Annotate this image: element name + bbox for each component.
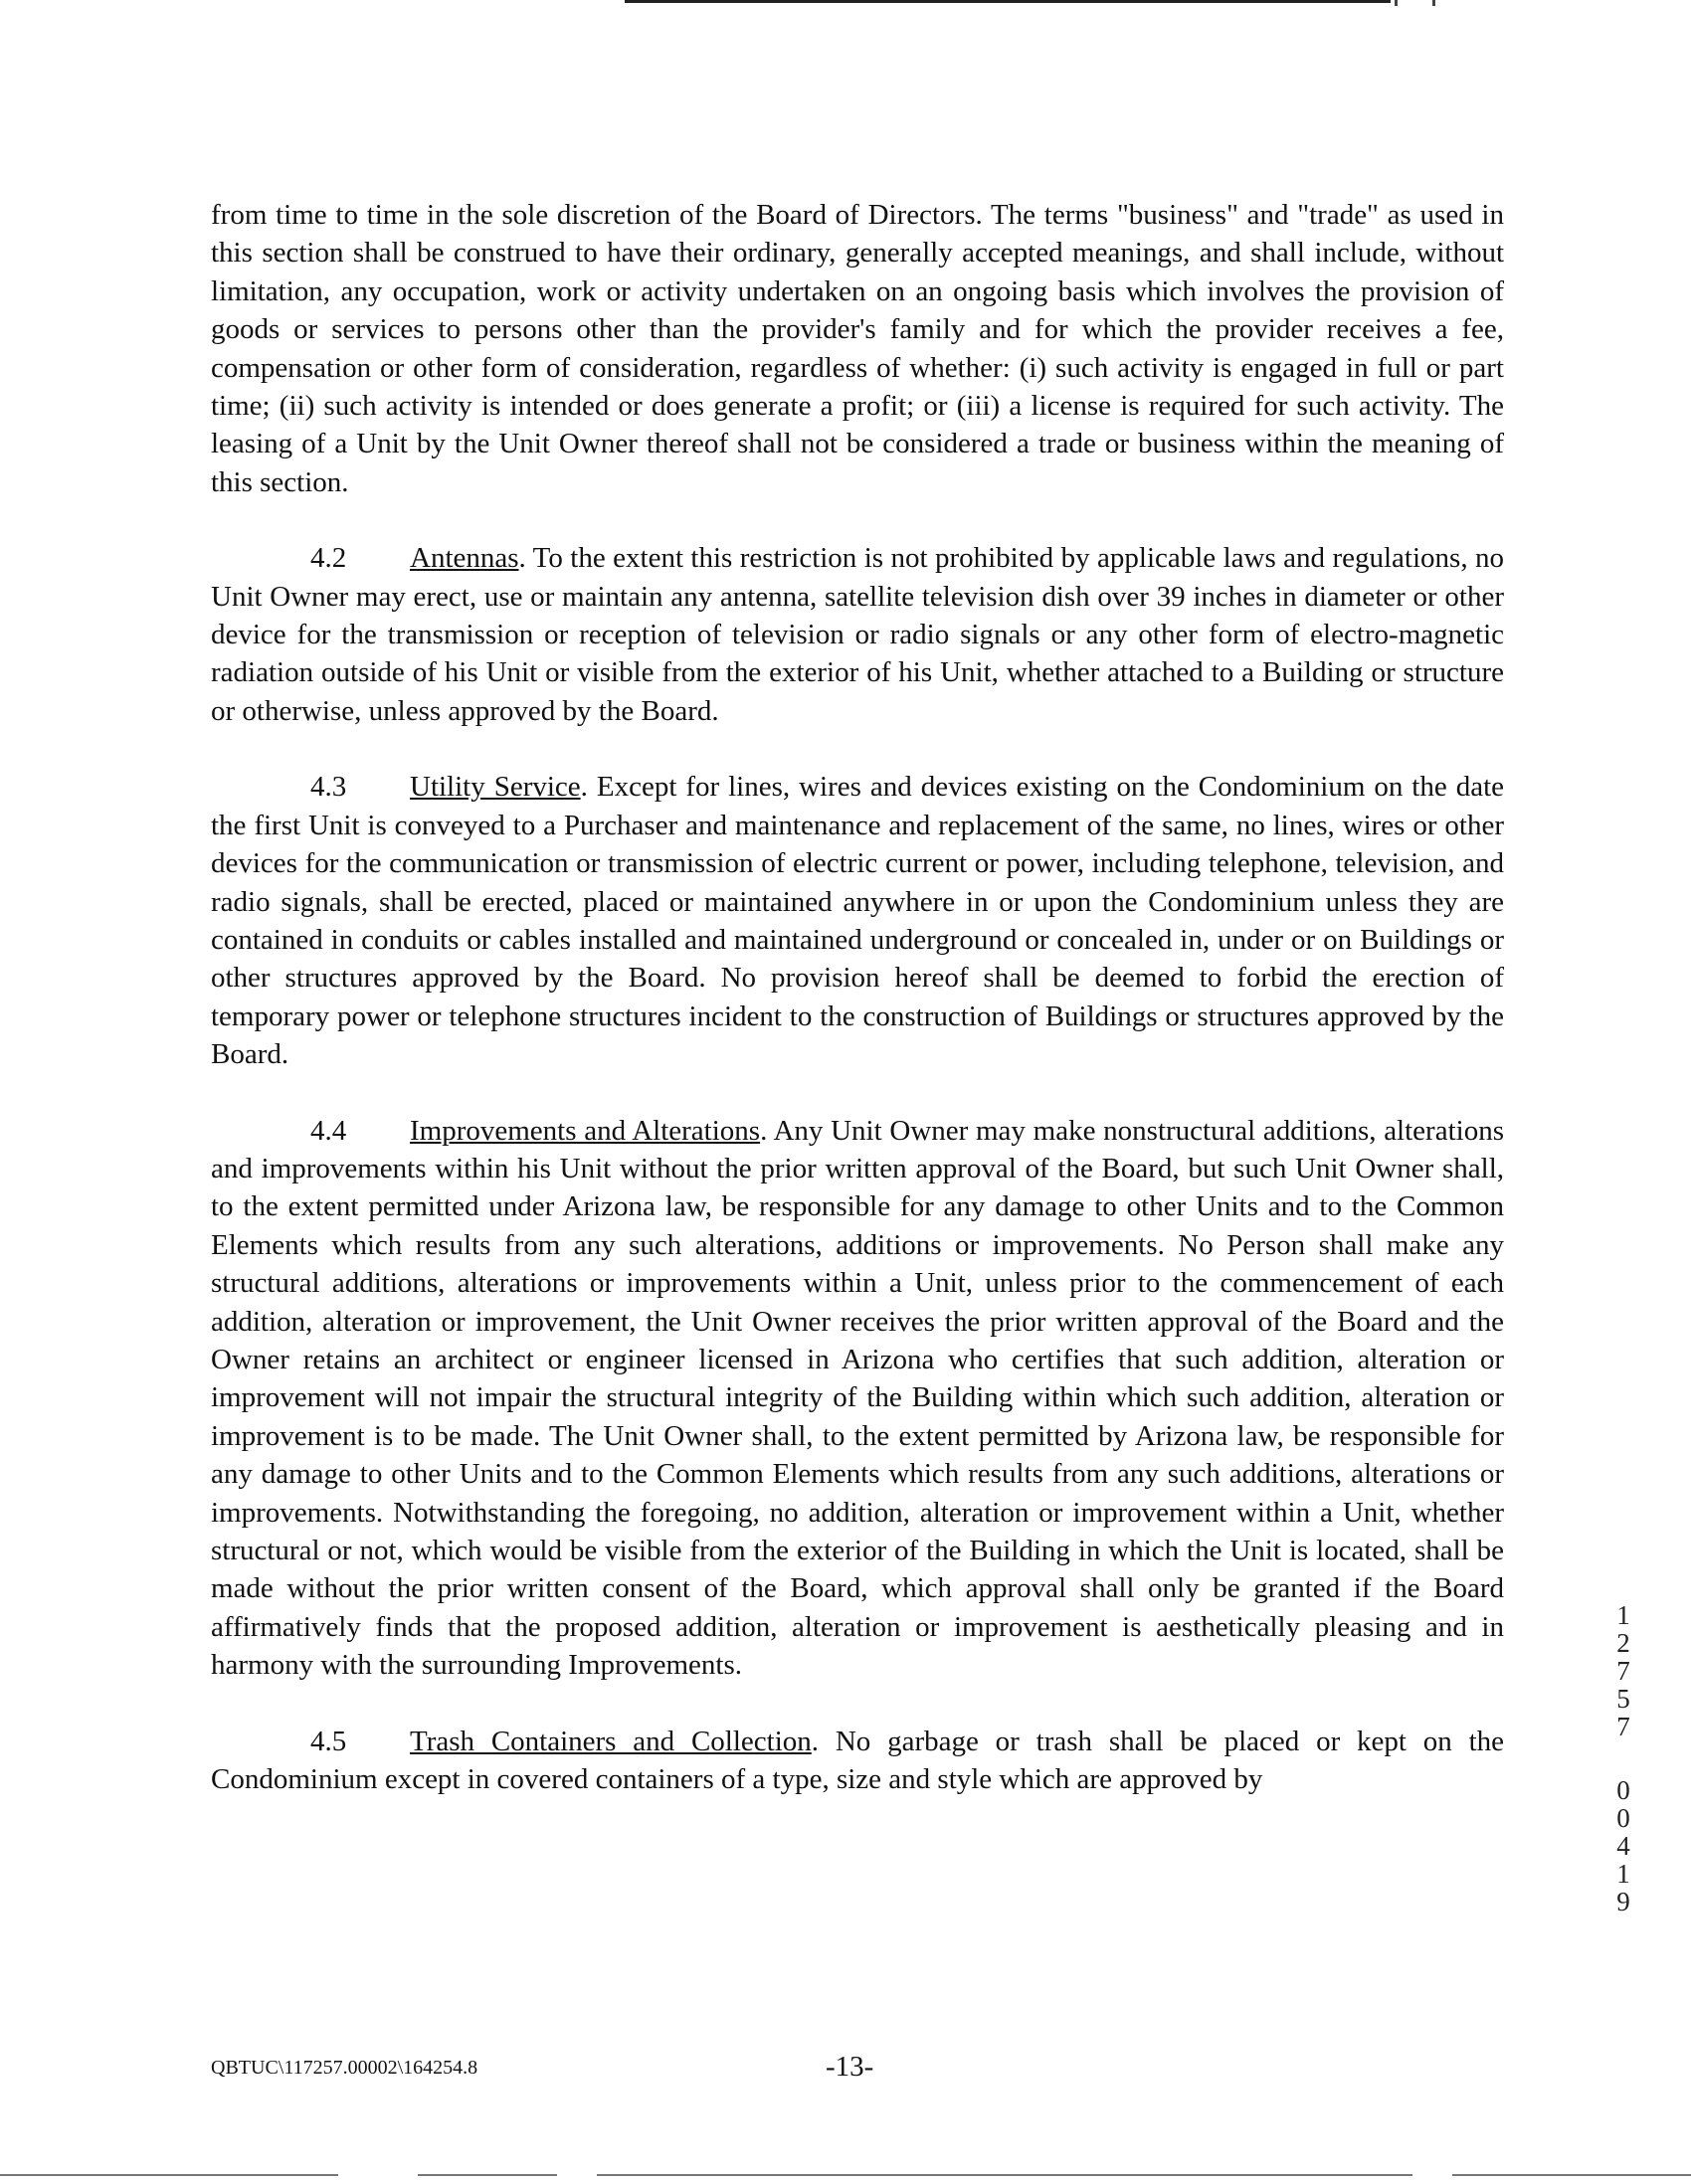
section-4-2-antennas <box>211 539 1504 730</box>
stamp-digit: 5 <box>1616 1684 1630 1714</box>
section-number: 4.3 <box>310 771 347 804</box>
stamp-digit: 4 <box>1616 1831 1630 1861</box>
section-number: 4.4 <box>310 1114 347 1147</box>
stamp-gap <box>1603 1740 1643 1776</box>
top-tick-mark <box>1395 0 1398 6</box>
section-4-4-improvements-and-alterations <box>211 1112 1504 1685</box>
bottom-rule <box>0 2174 1691 2176</box>
section-4-3-utility-service <box>211 768 1504 1073</box>
paragraph-text: . Except for lines, wires and devices existing on the Condominium on the date the first Unit is conveyed to a Purchaser and maintenance and replacement of the same, no lines, wires or other devices for the communication or transmission of electric current or power, including telephone, television, and radio signals, shall be erected, placed or maintained anywhere in or upon the Condominium unless they are contained in conduits or cables installed and maintained underground or concealed in, under or on Buildings or other structures approved by the Board. No provision hereof shall be deemed to forbid the erection of temporary power or telephone structures incident to the construction of Buildings or structures approved by the Board. <box>211 771 1504 1071</box>
section-number: 4.5 <box>310 1725 347 1757</box>
stamp-digit: 0 <box>1616 1803 1630 1833</box>
page-number: -13- <box>826 2051 874 2083</box>
top-tick-mark <box>1432 0 1435 6</box>
section-4-5-trash-containers <box>211 1723 1504 1799</box>
stamp-digit: 0 <box>1616 1775 1630 1805</box>
document-body <box>211 196 1504 1836</box>
top-rule <box>625 0 1391 3</box>
stamp-digit: 1 <box>1616 1600 1630 1630</box>
section-heading: Improvements and Alterations <box>410 1114 761 1147</box>
section-number: 4.2 <box>310 542 347 575</box>
stamp-digit: 9 <box>1616 1887 1630 1916</box>
section-heading: Utility Service <box>410 771 581 804</box>
paragraph-text: . Any Unit Owner may make nonstructural additions, alterations and improvements within his Unit without the prior written approval of the Board, but such Unit Owner shall, to the extent permitted under Arizona law, be responsible for any damage to other Units and to the Common Elements which results from any such alterations, additions or improvements. No Person shall make any structural additions, alterations or improvements within a Unit, unless prior to the commencement of each addition, alteration or improvement, the Unit Owner receives the prior written approval of the Board and the Owner retains an architect or engineer licensed in Arizona who certifies that such addition, alteration or improvement will not impair the structural integrity of the Building within which such addition, alteration or improvement is to be made. The Unit Owner shall, to the extent permitted by Arizona law, be responsible for any damage to other Units and to the Common Elements which results from any such additions, alterations or improvements. Notwithstanding the foregoing, no addition, alteration or improvement within a Unit, whether structural or not, which would be visible from the exterior of the Building in which the Unit is located, shall be made without the prior written consent of the Board, which approval shall only be granted if the Board affirmatively finds that the proposed addition, alteration or improvement is aesthetically pleasing and in harmony with the surrounding Improvements. <box>211 1114 1504 1682</box>
stamp-digit: 7 <box>1616 1712 1630 1741</box>
footer-document-id: QBTUC\117257.00002\164254.8 <box>211 2057 478 2079</box>
stamp-digit: 7 <box>1616 1656 1630 1686</box>
section-heading: Trash Containers and Collection <box>410 1725 812 1757</box>
paragraph-text: . No garbage or trash shall be placed or kept on the Condominium except in covered containers of a type, size and style which are approved by <box>211 1725 1505 1796</box>
paragraph-text: . To the extent this restriction is not prohibited by applicable laws and regulations, no Unit Owner may erect, use or maintain any antenna, satellite television dish over 39 inches in diameter or other device for the transmission or reception of television or radio signals or any other form of electro-magnetic radiation outside of his Unit or visible from the exterior of his Unit, whether attached to a Building or structure or otherwise, unless approved by the Board. <box>211 542 1504 727</box>
section-heading: Antennas <box>410 542 519 575</box>
stamp-digit: 1 <box>1616 1859 1630 1889</box>
stamp-digit: 2 <box>1616 1628 1630 1658</box>
recording-stamp-number <box>1603 1601 1643 1915</box>
paragraph-text: from time to time in the sole discretion of the Board of Directors. The terms "business" and "trade" as used in this section shall be construed to have their ordinary, generally accepted meanings, and shall include, without limitation, any occupation, work or activity undertaken on an ongoing basis which involves the provision of goods or services to persons other than the provider's family and for which the provider receives a fee, compensation or other form of consideration, regardless of whether: (i) such activity is engaged in full or part time; (ii) such activity is intended or does generate a profit; or (iii) a license is required for such activity. The leasing of a Unit by the Unit Owner thereof shall not be considered a trade or business within the meaning of this section. <box>211 199 1504 498</box>
paragraph-continuation <box>211 196 1504 501</box>
